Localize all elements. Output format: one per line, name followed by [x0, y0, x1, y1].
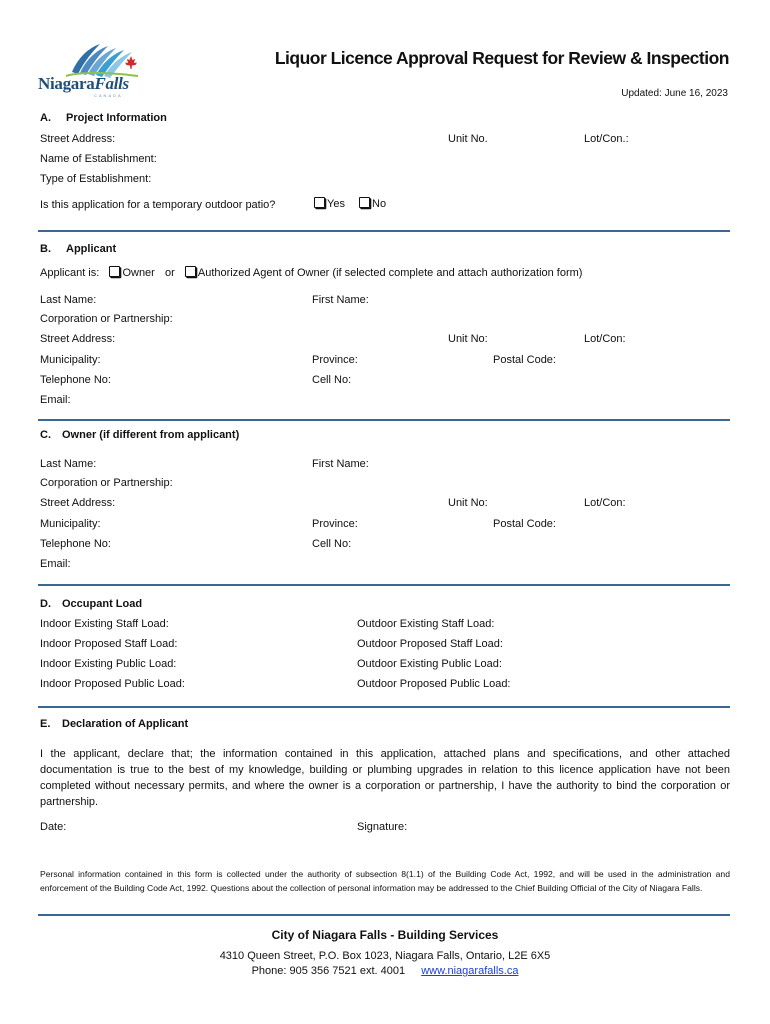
postal-code-label: Postal Code:	[493, 518, 556, 530]
applicant-is-label: Applicant is:	[40, 267, 100, 279]
website-link[interactable]: www.niagarafalls.ca	[421, 965, 519, 977]
owner-label: Owner	[122, 267, 155, 279]
lot-con-label: Lot/Con:	[584, 333, 626, 345]
indoor-existing-staff-label: Indoor Existing Staff Load:	[40, 618, 169, 630]
telephone-label: Telephone No:	[40, 538, 111, 550]
section-divider	[38, 584, 730, 586]
street-address-label: Street Address:	[40, 333, 116, 345]
cell-label: Cell No:	[312, 374, 352, 386]
logo-wordmark	[38, 74, 129, 94]
section-d-heading	[40, 598, 142, 610]
indoor-proposed-staff-label: Indoor Proposed Staff Load:	[40, 638, 178, 650]
footer-phone: Phone: 905 356 7521 ext. 4001	[251, 965, 406, 977]
no-label: No	[372, 198, 387, 210]
outdoor-existing-public-label: Outdoor Existing Public Load:	[357, 658, 502, 670]
updated-date: Updated: June 16, 2023	[621, 88, 728, 99]
no-checkbox[interactable]	[359, 197, 370, 208]
street-address-label: Street Address:	[40, 497, 116, 509]
establishment-type-label: Type of Establishment:	[40, 173, 152, 185]
maple-leaf-icon	[124, 56, 138, 70]
indoor-proposed-public-label: Indoor Proposed Public Load:	[40, 678, 185, 690]
logo-word-main: Niagara	[38, 74, 95, 93]
section-divider	[38, 419, 730, 421]
privacy-notice: Personal information contained in this form is collected under the authority of subsection 8(1.1) of the Building Code Act, 1992, and will be used in the administration and enforcement of the Building Code Act, 1992. Questions about the collection of personal information may be addressed to the Chief Building Official of the City of Niagara Falls.	[40, 869, 730, 893]
section-letter: E.	[40, 718, 51, 730]
last-name-label: Last Name:	[40, 294, 97, 306]
applicant-type-row	[40, 266, 582, 279]
section-title: Applicant	[66, 243, 117, 255]
signature-label: Signature:	[357, 821, 408, 833]
section-e-heading	[40, 718, 188, 730]
footer-address: 4310 Queen Street, P.O. Box 1023, Niagara Falls, Ontario, L2E 6X5	[219, 950, 551, 962]
unit-no-label: Unit No:	[448, 497, 488, 509]
section-c-heading	[40, 429, 239, 441]
footer-contact	[0, 965, 770, 977]
last-name-label: Last Name:	[40, 458, 97, 470]
outdoor-proposed-staff-label: Outdoor Proposed Staff Load:	[357, 638, 503, 650]
owner-checkbox[interactable]	[109, 266, 120, 277]
unit-no-label: Unit No.	[448, 133, 488, 145]
corporation-label: Corporation or Partnership:	[40, 477, 173, 489]
patio-no-option[interactable]	[359, 197, 386, 210]
patio-yes-option[interactable]	[314, 197, 345, 210]
section-letter: B.	[40, 243, 51, 255]
footer-divider	[38, 914, 730, 916]
logo-subtext: CANADA	[94, 93, 123, 98]
postal-code-label: Postal Code:	[493, 354, 556, 366]
section-title: Project Information	[66, 112, 167, 124]
section-b-heading	[40, 243, 116, 255]
section-divider	[38, 230, 730, 232]
email-label: Email:	[40, 558, 71, 570]
section-a-heading	[40, 112, 167, 124]
footer-title: City of Niagara Falls - Building Services	[271, 928, 499, 942]
province-label: Province:	[312, 518, 358, 530]
section-letter: D.	[40, 598, 51, 610]
section-title: Owner (if different from applicant)	[62, 429, 240, 441]
establishment-name-label: Name of Establishment:	[40, 153, 157, 165]
lot-con-label: Lot/Con:	[584, 497, 626, 509]
page-title: Liquor Licence Approval Request for Review & Inspection	[274, 48, 729, 68]
section-letter: C.	[40, 429, 51, 441]
lot-con-label: Lot/Con.:	[584, 133, 629, 145]
province-label: Province:	[312, 354, 358, 366]
indoor-existing-public-label: Indoor Existing Public Load:	[40, 658, 177, 670]
section-letter: A.	[40, 112, 51, 124]
outdoor-proposed-public-label: Outdoor Proposed Public Load:	[357, 678, 511, 690]
niagara-falls-logo	[38, 42, 142, 100]
yes-label: Yes	[327, 198, 345, 210]
agent-label: Authorized Agent of Owner (if selected complete and attach authorization form)	[197, 267, 583, 279]
or-label: or	[164, 267, 175, 279]
date-label: Date:	[40, 821, 67, 833]
section-divider	[38, 706, 730, 708]
first-name-label: First Name:	[312, 458, 369, 470]
telephone-label: Telephone No:	[40, 374, 111, 386]
agent-checkbox[interactable]	[185, 266, 196, 277]
first-name-label: First Name:	[312, 294, 369, 306]
outdoor-existing-staff-label: Outdoor Existing Staff Load:	[357, 618, 495, 630]
yes-checkbox[interactable]	[314, 197, 325, 208]
email-label: Email:	[40, 394, 71, 406]
cell-label: Cell No:	[312, 538, 352, 550]
municipality-label: Municipality:	[40, 518, 101, 530]
municipality-label: Municipality:	[40, 354, 101, 366]
section-title: Declaration of Applicant	[62, 718, 189, 730]
unit-no-label: Unit No:	[448, 333, 488, 345]
declaration-text: I the applicant, declare that; the information contained in this application, attached plans and specifications, and other attached documentation is true to the best of my knowledge, building or plumbing upgrades in relation to this licence application have not been completed without necessary permits, and where the owner is a corporation or partnership, I have the authority to bind the corporation or partnership.	[40, 748, 730, 808]
patio-question: Is this application for a temporary outdoor patio?	[40, 199, 276, 211]
section-title: Occupant Load	[62, 598, 143, 610]
corporation-label: Corporation or Partnership:	[40, 313, 173, 325]
logo-word-accent: Falls	[94, 74, 129, 93]
street-address-label: Street Address:	[40, 133, 116, 145]
